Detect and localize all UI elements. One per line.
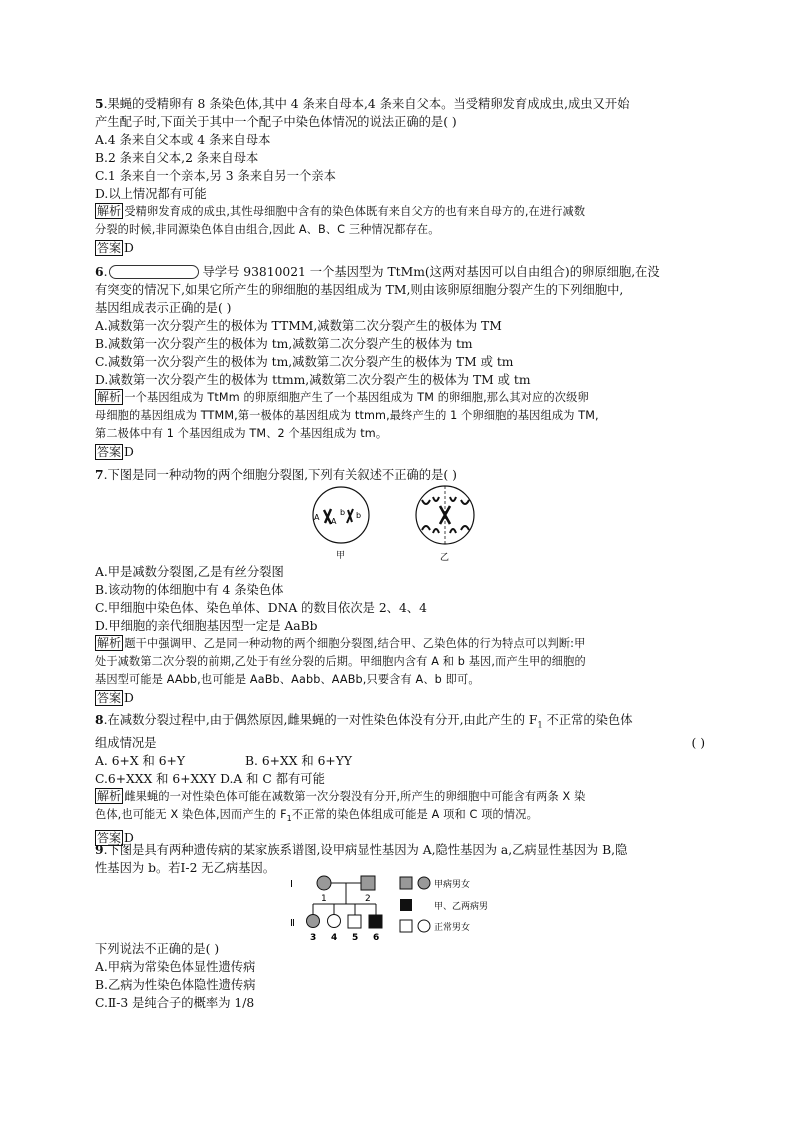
- individual-5-number: 5: [352, 933, 359, 943]
- q9-option-b[interactable]: B.乙病为性染色体隐性遗传病: [95, 978, 256, 992]
- q6-answer-value: D: [124, 445, 134, 459]
- question-8: [95, 711, 705, 847]
- q6-dot: .: [103, 265, 108, 279]
- individual-ii5-male-normal: [348, 915, 361, 928]
- individual-ii4-female-normal: [328, 915, 341, 928]
- q6-stem-line1: [95, 263, 705, 281]
- q9-option-c[interactable]: C.Ⅱ-3 是纯合子的概率为 1/8: [95, 996, 255, 1010]
- individual-6-number: 6: [373, 933, 380, 943]
- q6-explanation-text1: 一个基因组成为 TtMm 的卵原细胞产生了一个基因组成为 TM 的卵细胞,那么其对应的次级卵: [124, 391, 589, 404]
- individual-2-number: 2: [365, 894, 371, 904]
- q5-explanation-line2: 分裂的时候,非同源染色体自由组合,因此 A、B、C 三种情况都存在。: [95, 223, 440, 236]
- q5-option-b[interactable]: B.2 条来自父本,2 条来自母本: [95, 151, 259, 165]
- q6-option-a[interactable]: A.减数第一次分裂产生的极体为 TTMM,减数第二次分裂产生的极体为 TM: [95, 319, 502, 333]
- question-9-body: [95, 940, 705, 1012]
- chromosome-yi-5: [422, 526, 430, 530]
- question-5: [95, 95, 705, 257]
- question-6: [95, 263, 705, 461]
- q7-option-c[interactable]: C.甲细胞中染色体、染色单体、DNA 的数目依次是 2、4、4: [95, 601, 427, 615]
- q8-answer-paren: ( ): [691, 736, 705, 751]
- legend-normal-label: 正常男女: [434, 923, 471, 933]
- q8-stem-text2: 组成情况是: [95, 736, 157, 751]
- q8-option-c[interactable]: C.6+XXX 和 6+XXY: [95, 772, 217, 787]
- question-7: [95, 466, 705, 484]
- q6-option-c[interactable]: C.减数第一次分裂产生的极体为 tm,减数第二次分裂产生的极体为 TM 或 tm: [95, 355, 514, 369]
- q8-option-a[interactable]: A. 6+X 和 6+Y: [95, 754, 185, 769]
- legend-both-label: 甲、乙两病男: [434, 902, 489, 912]
- chromosome-yi-2: [433, 497, 439, 501]
- q5-stem-line2: 产生配子时,下面关于其中一个配子中染色体情况的说法正确的是( ): [95, 115, 457, 129]
- q6-explanation-line3: 第二极体中有 1 个基因组成为 TM、2 个基因组成为 tm。: [95, 427, 388, 440]
- q8-stem-text1b: 不正常的染色体: [542, 713, 633, 727]
- figure-label-yi: 乙: [440, 553, 450, 563]
- individual-1-number: 1: [321, 894, 327, 904]
- q5-explanation-tag: 解析: [97, 204, 122, 218]
- q7-explanation-tag: 解析: [97, 636, 122, 650]
- q6-stem-line2: 有突变的情况下,如果它所产生的卵细胞的基因组成为 TM,则由该卵原细胞分裂产生的下列细胞中,: [95, 283, 624, 297]
- q8-options-row1: [95, 752, 705, 770]
- q8-options-row2: [95, 770, 705, 788]
- q8-explanation-line1: [95, 788, 705, 806]
- chromosome-yi-6: [433, 529, 439, 533]
- chromosome-yi-3: [450, 497, 456, 501]
- q5-explanation-text1: 受精卵发育成的成虫,其性母细胞中含有的染色体既有来自父方的也有来自母方的,在进行减数: [124, 205, 586, 218]
- chromosome-yi-4: [461, 500, 469, 504]
- gene-a-label-1: A: [314, 513, 320, 522]
- q8-explanation-sub: 1: [286, 814, 292, 824]
- q6-number: 6: [95, 264, 104, 279]
- q9-stem-line3: 下列说法不正确的是( ): [95, 942, 220, 956]
- q9-number: 9: [95, 842, 104, 857]
- q6-stem-text1: 导学号 93810021 一个基因型为 TtMm(这两对基因可以自由组合)的卵原细胞,在没: [202, 265, 660, 279]
- q8-stem-line2: [95, 734, 705, 752]
- q7-explanation-line2: 处于减数第二次分裂的前期,乙处于有丝分裂的后期。甲细胞内含有 A 和 b 基因,而产生甲的细胞的: [95, 655, 586, 668]
- individual-i2-male-affected: [361, 876, 375, 890]
- q8-number: 8: [95, 712, 104, 727]
- q7-answer-value: D: [124, 691, 134, 705]
- q6-stem-line3: 基因组成表示正确的是( ): [95, 301, 232, 315]
- individual-ii6-male-both: [369, 915, 382, 928]
- generation-i-label: Ⅰ: [290, 879, 293, 890]
- q7-number: 7: [95, 467, 104, 482]
- individual-ii3-female-affected: [307, 915, 320, 928]
- q8-stem-text1a: .在减数分裂过程中,由于偶然原因,雌果蝇的一对性染色体没有分开,由此产生的 F: [103, 713, 538, 727]
- legend-affected-female-icon: [418, 877, 430, 889]
- q6-explanation-tag: 解析: [97, 390, 122, 404]
- q8-explanation-line2: [95, 806, 705, 828]
- legend-affected-male-icon: [400, 877, 412, 889]
- q7-stem: [95, 466, 705, 484]
- individual-4-number: 4: [331, 933, 338, 943]
- legend-normal-male-icon: [400, 920, 412, 932]
- legend-jia-label: 甲病男女: [434, 880, 471, 890]
- gene-b-label-1: b: [340, 508, 346, 517]
- q7-explanation-text1: 题干中强调甲、乙是同一种动物的两个细胞分裂图,结合甲、乙染色体的行为特点可以判断:甲: [124, 637, 586, 650]
- q9-option-a[interactable]: A.甲病为常染色体显性遗传病: [95, 960, 256, 974]
- q6-answer-tag: 答案: [97, 445, 122, 459]
- q8-option-b[interactable]: B. 6+XX 和 6+YY: [245, 754, 352, 769]
- q7-option-d[interactable]: D.甲细胞的亲代细胞基因型一定是 AaBb: [95, 619, 318, 633]
- q5-number: 5: [95, 96, 104, 111]
- legend-normal-female-icon: [418, 920, 430, 932]
- q8-stem-sub: 1: [537, 720, 543, 730]
- q9-stem-line1: [95, 841, 705, 859]
- gene-a-label-2: A: [331, 517, 337, 526]
- q8-explanation-text2a: 色体,也可能无 X 染色体,因而产生的 F: [95, 808, 287, 822]
- pedigree-chart: [288, 872, 518, 944]
- q7-option-b[interactable]: B.该动物的体细胞中有 4 条染色体: [95, 583, 284, 597]
- q7-option-a[interactable]: A.甲是减数分裂图,乙是有丝分裂图: [95, 565, 284, 579]
- q9-stem-line2: 性基因为 b。若Ⅰ-2 无乙病基因。: [95, 861, 276, 875]
- q7-stem-text: .下图是同一种动物的两个细胞分裂图,下列有关叙述不正确的是( ): [103, 468, 457, 482]
- individual-i1-female-affected: [317, 876, 331, 890]
- q8-answer-tag: 答案: [97, 830, 122, 845]
- q5-stem-text1: .果蝇的受精卵有 8 条染色体,其中 4 条来自母本,4 条来自父本。当受精卵发育成成虫,成虫又开始: [103, 97, 630, 111]
- q8-option-d[interactable]: D.A 和 C 都有可能: [220, 772, 325, 787]
- q6-explanation-line2: 母细胞的基因组成为 TTMM,第一极体的基因组成为 ttmm,最终产生的 1 个卵细胞的基因组成为 TM,: [95, 409, 599, 422]
- chromosome-yi-7: [450, 529, 456, 533]
- q7-explanation-line3: 基因型可能是 AAbb,也可能是 AaBb、Aabb、AABb,只要含有 A、b 即可。: [95, 673, 480, 686]
- q5-answer: [95, 239, 705, 257]
- chromosome-yi-1: [422, 500, 430, 504]
- q8-explanation-text2b: 不正常的染色体组成可能是 A 项和 C 项的情况。: [291, 808, 538, 822]
- legend-both-male-icon: [400, 899, 412, 911]
- q9-stem-text1: .下图是具有两种遗传病的某家族系谱图,设甲病显性基因为 A,隐性基因为 a,乙病显性基因为 B,隐: [103, 843, 628, 857]
- q5-stem-line1: [95, 95, 705, 113]
- generation-ii-label: Ⅱ: [290, 918, 295, 929]
- q6-explanation-line1: [95, 389, 705, 407]
- q6-answer: [95, 443, 705, 461]
- q7-answer: [95, 689, 705, 707]
- q8-explanation-text1: 雌果蝇的一对性染色体可能在减数第一次分裂没有分开,所产生的卵细胞中可能含有两条 X 染: [124, 790, 586, 804]
- cell-division-figure: [300, 484, 480, 564]
- chromosome-jia-1: [324, 509, 331, 524]
- q5-explanation-line1: [95, 203, 705, 221]
- q5-answer-value: D: [124, 241, 134, 255]
- chromosome-jia-2: [347, 509, 353, 523]
- q5-option-a[interactable]: A.4 条来自父本或 4 条来自母本: [95, 133, 271, 147]
- chromosome-yi-8: [461, 526, 469, 530]
- question-7-body: [95, 563, 705, 707]
- q5-answer-tag: 答案: [97, 241, 122, 255]
- id-badge-icon: [109, 265, 199, 279]
- q7-answer-tag: 答案: [97, 691, 122, 705]
- q8-stem-line1: [95, 711, 705, 734]
- q6-option-b[interactable]: B.减数第一次分裂产生的极体为 tm,减数第二次分裂产生的极体为 tm: [95, 337, 473, 351]
- q8-explanation-tag: 解析: [97, 789, 122, 804]
- figure-label-jia: 甲: [336, 551, 346, 561]
- q5-option-c[interactable]: C.1 条来自一个亲本,另 3 条来自另一个亲本: [95, 169, 336, 183]
- gene-b-label-2: b: [356, 511, 362, 520]
- q7-explanation-line1: [95, 635, 705, 653]
- q8-answer-value: D: [124, 830, 134, 845]
- individual-3-number: 3: [310, 933, 317, 943]
- q6-option-d[interactable]: D.减数第一次分裂产生的极体为 ttmm,减数第二次分裂产生的极体为 TM 或 tm: [95, 373, 531, 387]
- q5-option-d[interactable]: D.以上情况都有可能: [95, 187, 207, 201]
